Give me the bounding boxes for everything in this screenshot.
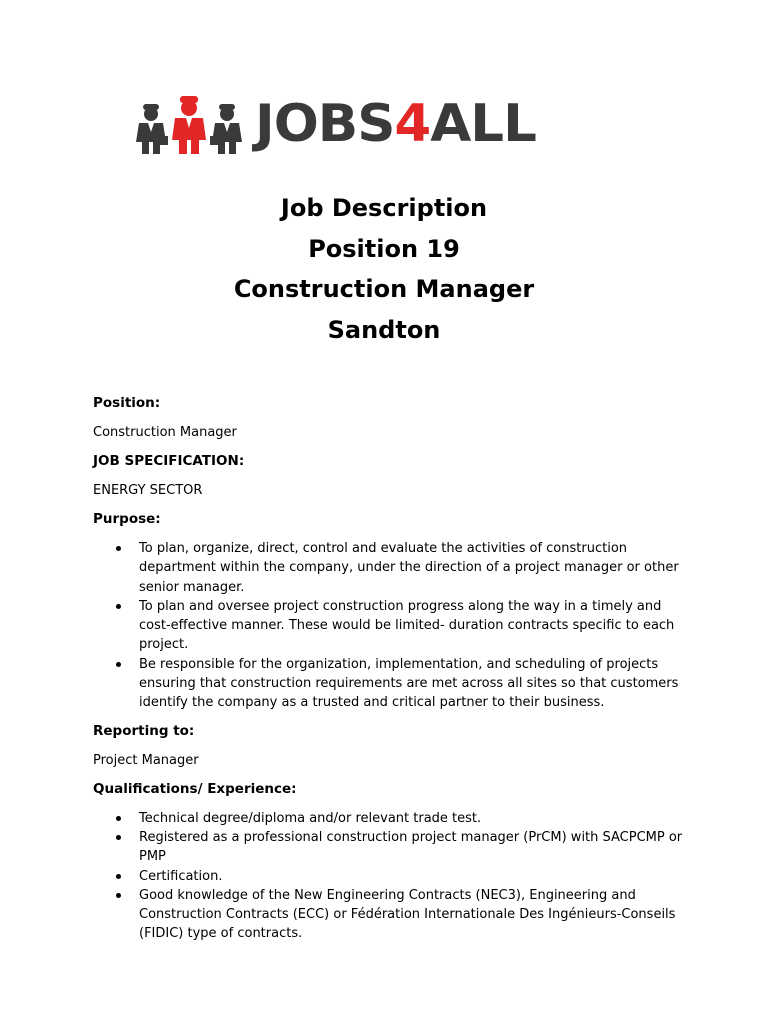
- logo-text-accent: 4: [394, 94, 431, 154]
- logo-text-end: ALL: [430, 94, 536, 154]
- bullet-icon: [116, 604, 121, 609]
- list-item: [93, 828, 693, 867]
- worker-dark-icon-2: [209, 102, 245, 154]
- reporting-value: Project Manager: [93, 752, 199, 768]
- job-spec-value: ENERGY SECTOR: [93, 483, 203, 498]
- job-spec-heading: JOB SPECIFICATION:: [93, 453, 245, 469]
- purpose-item-text: To plan, organize, direct, control and evaluate the activities of construction department within the company, under the direction of a project manager or other senior manager.: [139, 541, 679, 595]
- list-item: [93, 809, 693, 828]
- qualification-item-text: Good knowledge of the New Engineering Contracts (NEC3), Engineering and Construction Contracts (ECC) or Fédération Internationale Des Ingénieurs-Conseils (FIDIC) type of contracts.: [139, 887, 676, 942]
- jobs4all-logo: [133, 94, 643, 154]
- document-title: [0, 188, 768, 350]
- logo-text-main: JOBS: [255, 94, 395, 154]
- bullet-icon: [116, 816, 121, 821]
- purpose-list: [93, 539, 693, 713]
- qualification-item-text: Registered as a professional construction project manager (PrCM) with SACPCMP or PMP: [139, 829, 683, 865]
- bullet-icon: [116, 662, 121, 667]
- position-heading: Position:: [93, 395, 161, 411]
- reporting-heading: Reporting to:: [93, 722, 195, 739]
- logo-wordmark: [255, 94, 536, 154]
- document-body: [93, 394, 693, 953]
- bullet-icon: [116, 893, 121, 898]
- worker-red-icon: [169, 94, 209, 154]
- qualification-item-text: Certification.: [139, 868, 223, 884]
- qualification-item-text: Technical degree/diploma and/or relevant trade test.: [139, 810, 482, 826]
- title-line-2: Position 19: [308, 234, 460, 263]
- list-item: [93, 886, 693, 944]
- title-line-4: Sandton: [327, 315, 441, 344]
- list-item: [93, 597, 693, 655]
- title-line-3: Construction Manager: [233, 275, 535, 303]
- purpose-heading: Purpose:: [93, 511, 161, 527]
- position-value: Construction Manager: [93, 425, 237, 440]
- worker-dark-icon: [133, 102, 169, 154]
- list-item: [93, 539, 693, 597]
- bullet-icon: [116, 835, 121, 840]
- purpose-item-text: To plan and oversee project construction progress along the way in a timely and cost-effective manner. These would be limited- duration contracts specific to each project.: [139, 598, 675, 653]
- qualifications-list: [93, 809, 693, 944]
- bullet-icon: [116, 874, 121, 879]
- title-line-1: Job Description: [280, 194, 488, 222]
- list-item: [93, 655, 693, 713]
- bullet-icon: [116, 546, 121, 551]
- qualifications-heading: Qualifications/ Experience:: [93, 780, 297, 797]
- workers-icon: [133, 94, 245, 154]
- purpose-item-text: Be responsible for the organization, implementation, and scheduling of projects ensuring that construction requirements are met across all sites so that customers identify the company as a trusted and critical partner to their business.: [139, 656, 679, 711]
- list-item: [93, 867, 693, 886]
